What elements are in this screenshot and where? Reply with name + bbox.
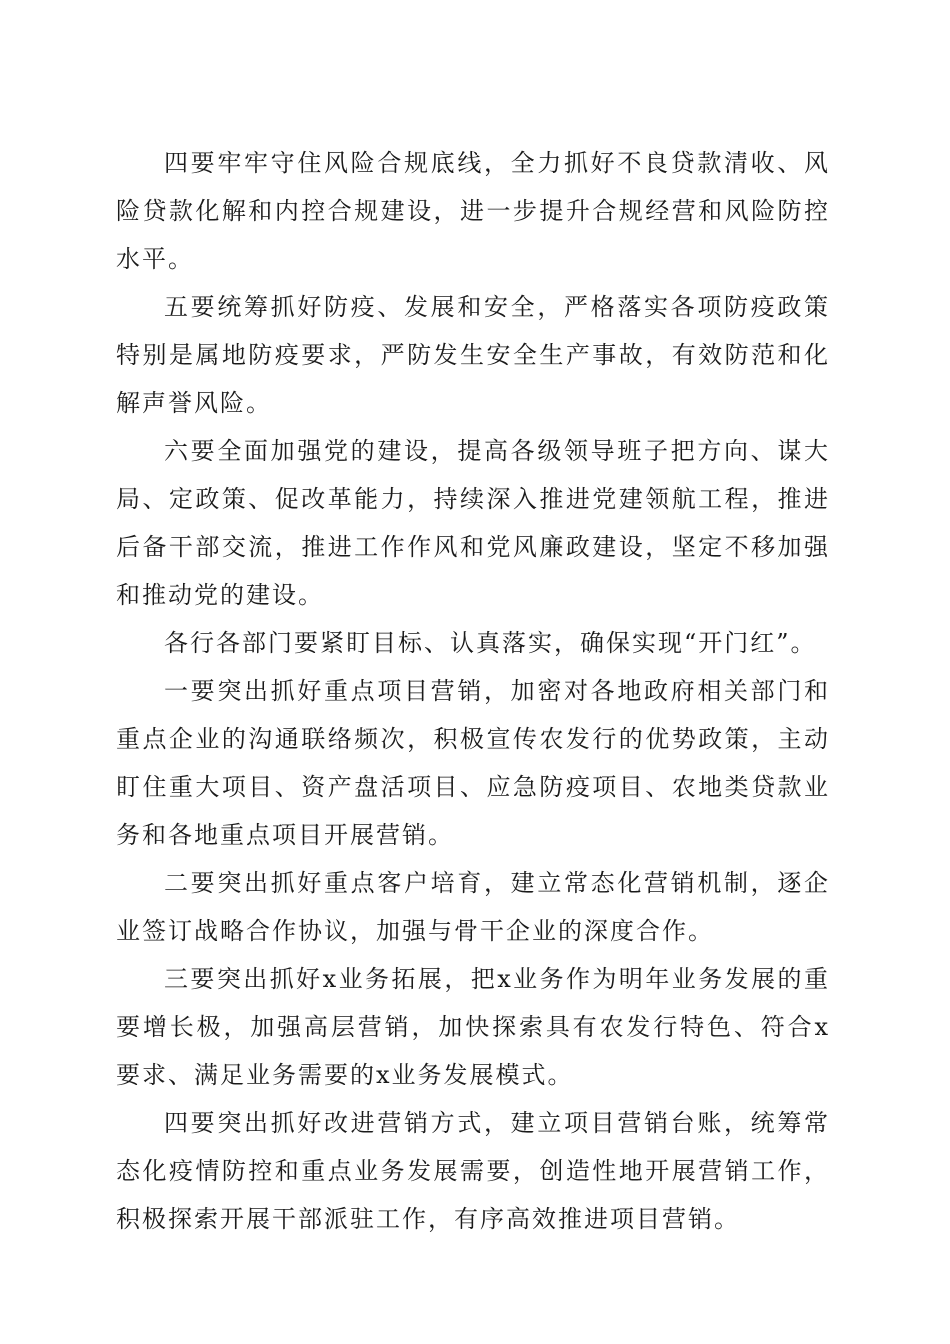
paragraph-marketing-methods: 四要突出抓好改进营销方式，建立项目营销台账，统筹常态化疫情防控和重点业务发展需要，创造性地开展营销工作，积极探索开展干部派驻工作，有序高效推进项目营销。 — [116, 1109, 830, 1233]
document-body — [116, 139, 830, 1243]
paragraph-x-business: 三要突出抓好x业务拓展，把x业务作为明年业务发展的重要增长极，加强高层营销，加快探索具有农发行特色、符合x要求、满足业务需要的x业务发展模式。 — [116, 965, 830, 1089]
paragraph-risk-compliance: 四要牢牢守住风险合规底线，全力抓好不良贷款清收、风险贷款化解和内控合规建设，进一步提升合规经营和风险防控水平。 — [116, 149, 830, 273]
paragraph-epidemic-safety: 五要统筹抓好防疫、发展和安全，严格落实各项防疫政策特别是属地防疫要求，严防发生安全生产事故，有效防范和化解声誉风险。 — [116, 293, 830, 417]
paragraph-party-building: 六要全面加强党的建设，提高各级领导班子把方向、谋大局、定政策、促改革能力，持续深入推进党建领航工程，推进后备干部交流，推进工作作风和党风廉政建设，坚定不移加强和推动党的建设。 — [116, 437, 830, 609]
paragraph-departments-goal: 各行各部门要紧盯目标、认真落实，确保实现“开门红”。 — [164, 629, 817, 657]
paragraph-key-projects: 一要突出抓好重点项目营销，加密对各地政府相关部门和重点企业的沟通联络频次，积极宣传农发行的优势政策，主动盯住重大项目、资产盘活项目、应急防疫项目、农地类贷款业务和各地重点项目开展营销。 — [116, 677, 830, 849]
paragraph-key-clients: 二要突出抓好重点客户培育，建立常态化营销机制，逐企业签订战略合作协议，加强与骨干企业的深度合作。 — [116, 869, 830, 945]
